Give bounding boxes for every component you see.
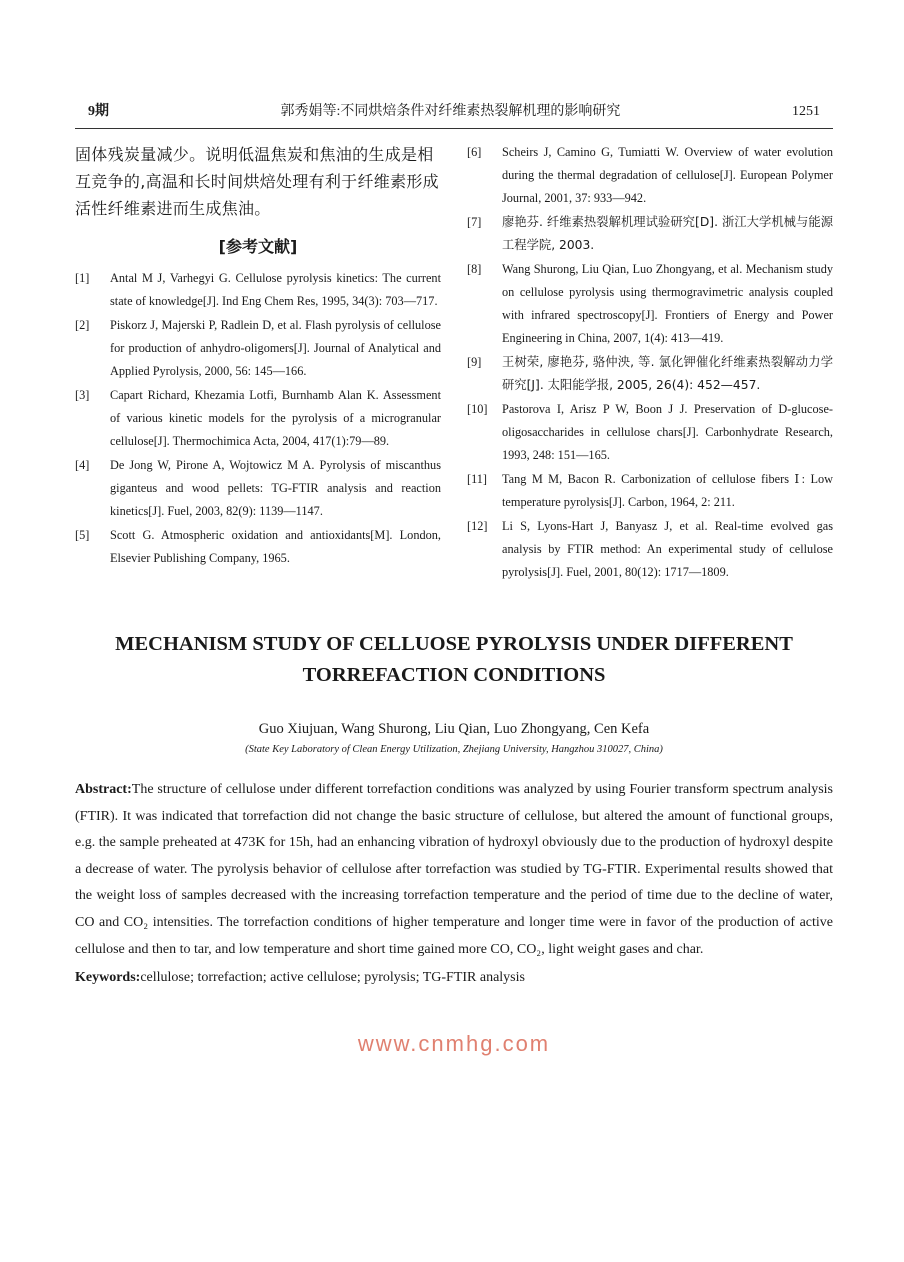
reference-item xyxy=(75,314,441,383)
right-column xyxy=(467,141,833,585)
english-title-line-2: TORREFACTION CONDITIONS xyxy=(302,664,606,686)
issue-number: 9期 xyxy=(88,104,109,119)
reference-number: [1] xyxy=(75,271,90,285)
reference-number: [3] xyxy=(75,388,90,402)
english-title-line-1: MECHANISM STUDY OF CELLUOSE PYROLYSIS UNDER DIFFERENT xyxy=(115,633,793,655)
affiliation: (State Key Laboratory of Clean Energy Utilization, Zhejiang University, Hangzhou 310027, China) xyxy=(245,744,663,755)
reference-item xyxy=(467,468,833,514)
reference-text: Li S, Lyons-Hart J, Banyasz J, et al. Real-time evolved gas analysis by FTIR method: An experimental study of cellulose pyrolysis[J]. Fuel, 2001, 80(12): 1717—1809. xyxy=(502,519,833,579)
keywords-label: Keywords: xyxy=(75,970,141,986)
reference-text: Pastorova I, Arisz P W, Boon J J. Preservation of D-glucose-oligosaccharides in cellulose chars[J]. Carbonhydrate Research, 1993, 248: 151—165. xyxy=(502,402,833,462)
keywords xyxy=(75,965,833,991)
keywords-text: cellulose; torrefaction; active cellulose; pyrolysis; TG-FTIR analysis xyxy=(140,970,525,986)
reference-number: [9] xyxy=(467,355,482,369)
reference-item xyxy=(75,454,441,523)
two-column-body xyxy=(75,141,833,585)
reference-text: Antal M J, Varhegyi G. Cellulose pyrolysis kinetics: The current state of knowledge[J]. Ind Eng Chem Res, 1995, 34(3): 703—717. xyxy=(110,271,441,308)
reference-item xyxy=(467,211,833,257)
abstract xyxy=(75,777,833,963)
reference-item xyxy=(467,258,833,350)
reference-number: [4] xyxy=(75,458,90,472)
reference-text: Capart Richard, Khezamia Lotfi, Burnhamb Alan K. Assessment of various kinetic models for the pyrolysis of a microgranular cellulose[J]. Thermochimica Acta, 2004, 417(1):79—89. xyxy=(110,388,441,448)
abstract-label: Abstract: xyxy=(75,782,132,797)
running-title: 郭秀娟等:不同烘焙条件对纤维素热裂解机理的影响研究 xyxy=(280,104,621,119)
reference-text: Wang Shurong, Liu Qian, Luo Zhongyang, et al. Mechanism study on cellulose pyrolysis using thermogravimetric analysis coupled with infrared spectroscopy[J]. Frontiers of Energy and Power Engineering in China, 2007, 1(4): 413—419. xyxy=(502,262,833,345)
reference-text: 王树荣, 廖艳芬, 骆仲泱, 等. 氯化钾催化纤维素热裂解动力学研究[J]. 太阳能学报, 2005, 26(4): 452—457. xyxy=(502,355,833,392)
authors: Guo Xiujuan, Wang Shurong, Liu Qian, Luo Zhongyang, Cen Kefa xyxy=(258,721,650,737)
reference-number: [2] xyxy=(75,318,90,332)
reference-number: [5] xyxy=(75,528,90,542)
page-header xyxy=(75,100,833,129)
reference-item xyxy=(467,515,833,584)
chinese-body-text: 固体残炭量减少。说明低温焦炭和焦油的生成是相互竞争的,高温和长时间烘焙处理有利于纤维素形成活性纤维素进而生成焦油。 xyxy=(75,145,439,218)
reference-text: Scheirs J, Camino G, Tumiatti W. Overview of water evolution during the thermal degradation of cellulose[J]. European Polymer Journal, 2001, 37: 933—942. xyxy=(502,145,833,205)
reference-item xyxy=(75,524,441,570)
reference-text: Tang M M, Bacon R. Carbonization of cellulose fibers Ⅰ: Low temperature pyrolysis[J]. Carbon, 1964, 2: 211. xyxy=(502,472,833,509)
reference-text: Scott G. Atmospheric oxidation and antioxidants[M]. London, Elsevier Publishing Company, 1965. xyxy=(110,528,441,565)
watermark: www.cnmhg.com xyxy=(357,1031,551,1057)
reference-number: [8] xyxy=(467,262,482,276)
reference-item xyxy=(75,267,441,313)
reference-number: [11] xyxy=(467,472,488,486)
reference-text: Piskorz J, Majerski P, Radlein D, et al. Flash pyrolysis of cellulose for production of anhydro-oligomers[J]. Journal of Analytical and Applied Pyrolysis, 2000, 56: 145—166. xyxy=(110,318,441,378)
reference-item xyxy=(467,398,833,467)
reference-number: [12] xyxy=(467,519,488,533)
reference-text: De Jong W, Pirone A, Wojtowicz M A. Pyrolysis of miscanthus giganteus and wood pellets: TG-FTIR analysis and reaction kinetics[J]. Fuel, 2003, 82(9): 1139—1147. xyxy=(110,458,441,518)
page-number: 1251 xyxy=(791,104,820,119)
reference-item xyxy=(467,351,833,397)
references-heading: [参考文献] xyxy=(218,237,298,256)
reference-number: [7] xyxy=(467,215,482,229)
reference-number: [6] xyxy=(467,145,482,159)
reference-item xyxy=(467,141,833,210)
abstract-text: The structure of cellulose under different torrefaction conditions was analyzed by using Fourier transform spectrum analysis (FTIR). It was indicated that torrefaction did not change the basic structure of cellulose, but altered the amount of functional groups, e.g. the sample preheated at 473K for 15h, had an enhancing vibration of hydroxyl obviously due to the production of hydroxyl despite a decrease of water. The pyrolysis behavior of cellulose after torrefaction was studied by TG-FTIR. Experimental results showed that the weight loss of samples decreased with the increasing torrefaction temperature and the period of time due to the decline of water, CO and CO₂ intensities. The torrefaction conditions of higher temperature and longer time were in favor of the production of active cellulose and then to tar, and low temperature and short time gained more CO, CO₂, light weight gases and char. xyxy=(75,782,833,957)
reference-text: 廖艳芬. 纤维素热裂解机理试验研究[D]. 浙江大学机械与能源工程学院, 2003. xyxy=(502,215,833,252)
reference-number: [10] xyxy=(467,402,488,416)
reference-item xyxy=(75,384,441,453)
left-column xyxy=(75,141,441,585)
english-title xyxy=(75,629,833,691)
